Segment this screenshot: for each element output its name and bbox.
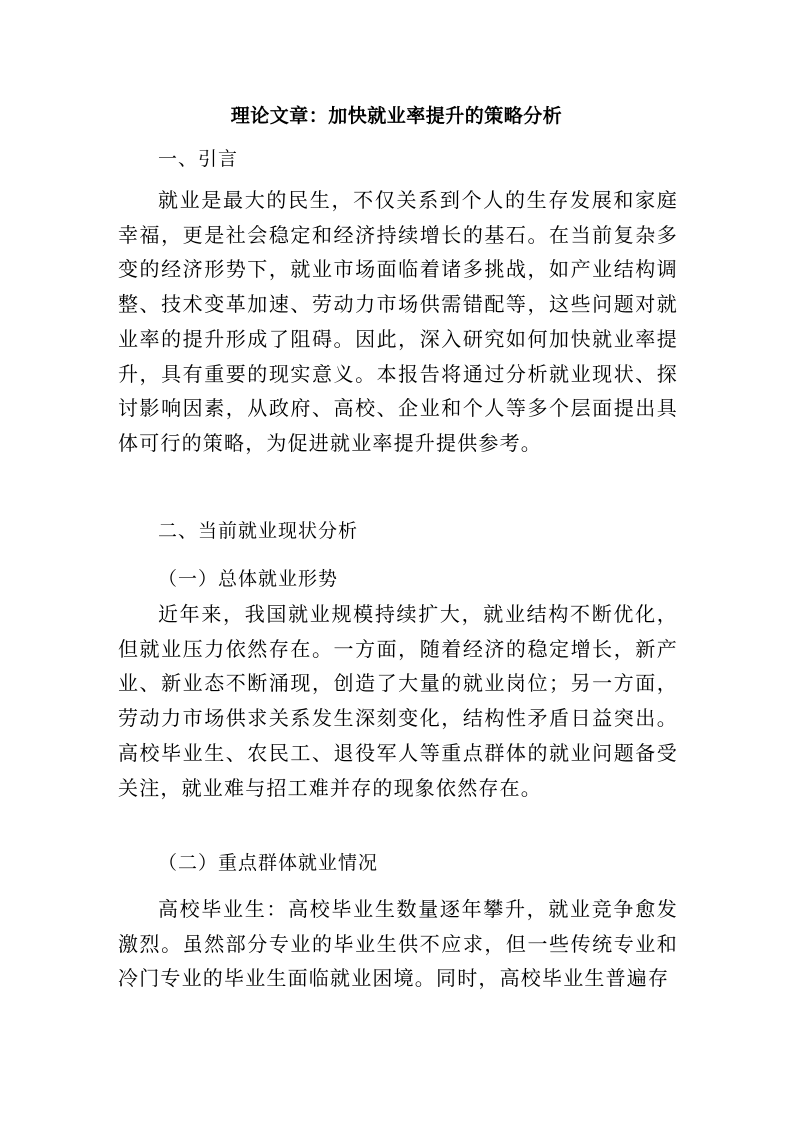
subsection-heading-overall-situation: （一）总体就业形势 bbox=[158, 568, 339, 590]
paragraph-overall-situation: 近年来，我国就业规模持续扩大，就业结构不断优化，但就业压力依然存在。一方面，随着经济的稳定增长，新产业、新业态不断涌现，创造了大量的就业岗位；另一方面，劳动力市场供求关系发生深刻变化，结构性矛盾日益突出。高校毕业生、农民工、退役军人等重点群体的就业问题备受关注，就业难与招工难并存的现象依然存在。 bbox=[118, 602, 678, 800]
section-heading-introduction: 一、引言 bbox=[158, 148, 239, 170]
paragraph-key-groups: 高校毕业生：高校毕业生数量逐年攀升，就业竞争愈发激烈。虽然部分专业的毕业生供不应求，但一些传统专业和冷门专业的毕业生面临就业困境。同时，高校毕业生普遍存 bbox=[118, 897, 678, 991]
subsection-heading-key-groups: （二）重点群体就业情况 bbox=[158, 852, 379, 874]
paragraph-introduction: 就业是最大的民生，不仅关系到个人的生存发展和家庭幸福，更是社会稳定和经济持续增长的基石。在当前复杂多变的经济形势下，就业市场面临着诸多挑战，如产业结构调整、技术变革加速、劳动力市场供需错配等，这些问题对就业率的提升形成了阻碍。因此，深入研究如何加快就业率提升，具有重要的现实意义。本报告将通过分析就业现状、探讨影响因素，从政府、高校、企业和个人等多个层面提出具体可行的策略，为促进就业率提升提供参考。 bbox=[118, 188, 678, 455]
section-heading-current-status: 二、当前就业现状分析 bbox=[158, 520, 359, 542]
document-title: 理论文章：加快就业率提升的策略分析 bbox=[230, 105, 563, 127]
